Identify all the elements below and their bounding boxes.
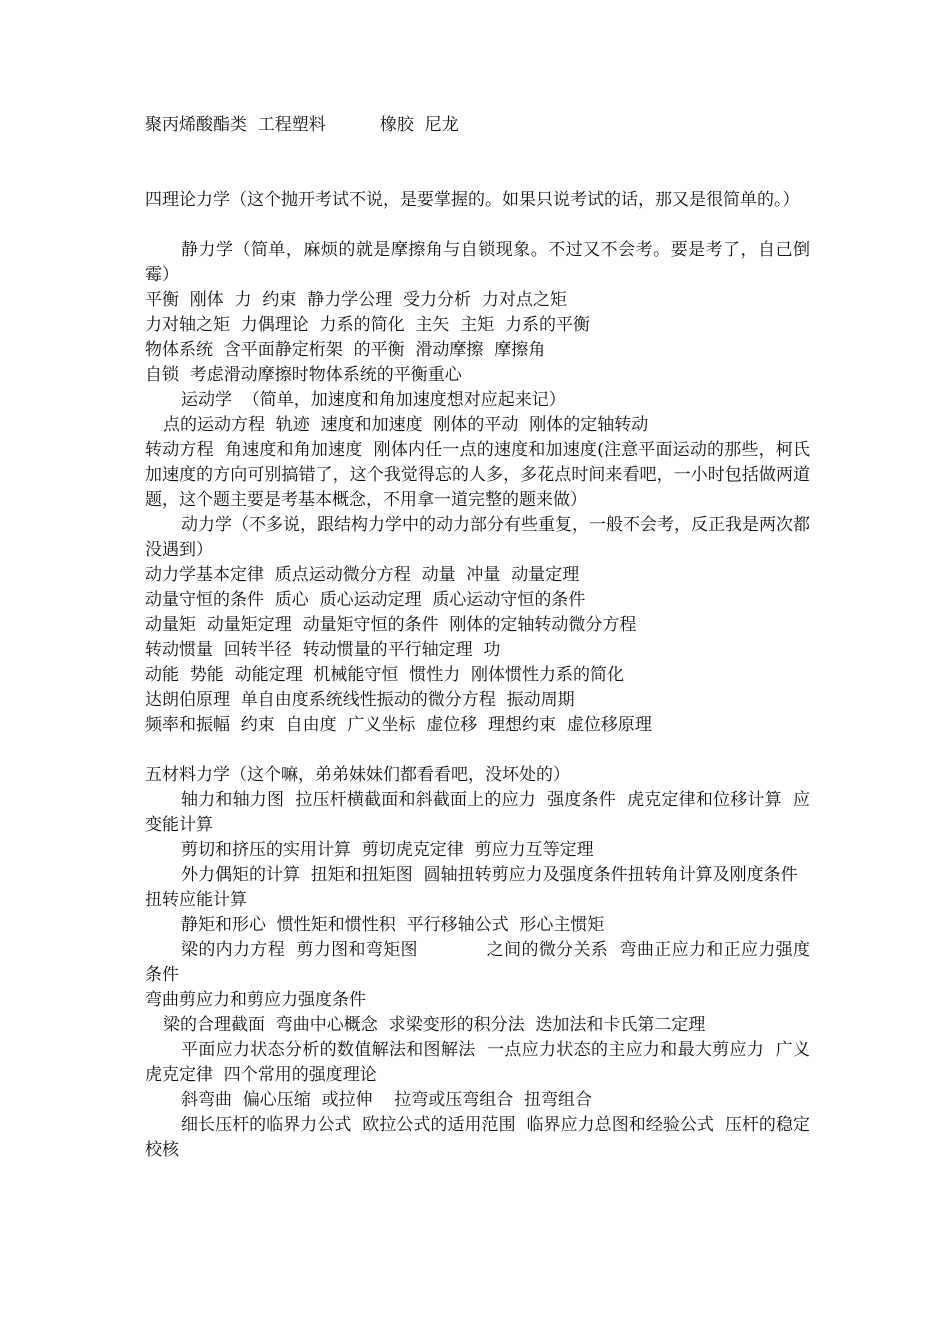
text-line: 点的运动方程 轨迹 速度和加速度 刚体的平动 刚体的定轴转动 [163,415,649,435]
text-line: 斜弯曲 偏心压缩 或拉伸 拉弯或压弯组合 扭弯组合 [181,1090,593,1110]
text-line: 自锁 考虑滑动摩擦时物体系统的平衡重心 [145,365,462,385]
subsection-heading-dynamics: 动力学（不多说，跟结构力学中的动力部分有些重复，一般不会考，反正我是两次都没遇到） [145,515,810,560]
section-heading-mechanics-of-materials: 五材料力学（这个嘛，弟弟妹妹们都看看吧，没坏处的） [145,765,570,785]
text-line: 剪切和挤压的实用计算 剪切虎克定律 剪应力互等定理 [181,840,594,860]
text-line: 频率和振幅 约束 自由度 广义坐标 虚位移 理想约束 虚位移原理 [145,715,652,735]
text-line: 静矩和形心 惯性矩和惯性积 平行移轴公式 形心主惯矩 [181,915,605,935]
text-line: 动量守恒的条件 质心 质心运动定理 质心运动守恒的条件 [145,590,586,610]
text-line: 物体系统 含平面静定桁架 的平衡 滑动摩擦 摩擦角 [145,340,546,360]
text-line: 轴力和轴力图 拉压杆横截面和斜截面上的应力 强度条件 虎克定律和位移计算 应变能计算 [145,790,810,835]
spacer [145,738,810,763]
subsection-heading-statics: 静力学（简单，麻烦的就是摩擦角与自锁现象。不过又不会考。要是考了，自己倒霉） [145,240,810,285]
text-line: 动量矩 动量矩定理 动量矩守恒的条件 刚体的定轴转动微分方程 [145,615,637,635]
subsection-heading-kinematics: 运动学 （简单，加速度和角加速度想对应起来记） [181,390,566,410]
text-line: 梁的合理截面 弯曲中心概念 求梁变形的积分法 迭加法和卡氏第二定理 [163,1015,706,1035]
text-line: 扭转应能计算 [145,890,247,910]
text-line: 力对轴之矩 力偶理论 力系的简化 主矢 主矩 力系的平衡 [145,315,591,335]
spacer [145,138,810,188]
document-body [145,113,810,1163]
text-line: 动力学基本定律 质点运动微分方程 动量 冲量 动量定理 [145,565,580,585]
text-line: 细长压杆的临界力公式 欧拉公式的适用范围 临界应力总图和经验公式 压杆的稳定校核 [145,1115,810,1160]
text-line: 聚丙烯酸酯类 工程塑料 橡胶 尼龙 [145,115,459,135]
text-line: 转动惯量 回转半径 转动惯量的平行轴定理 功 [145,640,501,660]
spacer [145,213,810,238]
text-line: 转动方程 角速度和角加速度 刚体内任一点的速度和加速度(注意平面运动的那些，柯氏加速度的方向可别搞错了，这个我觉得忘的人多，多花点时间来看吧，一小时包括做两道题，这个题主要是考基本概念，不用拿一道完整的题来做） [145,440,810,510]
text-line: 外力偶矩的计算 扭矩和扭矩图 圆轴扭转剪应力及强度条件扭转角计算及刚度条件 [181,865,798,885]
text-line: 达朗伯原理 单自由度系统线性振动的微分方程 振动周期 [145,690,575,710]
text-line: 弯曲剪应力和剪应力强度条件 [145,990,366,1010]
text-line: 梁的内力方程 剪力图和弯矩图 之间的微分关系 弯曲正应力和正应力强度条件 [145,940,810,985]
text-line: 平面应力状态分析的数值解法和图解法 一点应力状态的主应力和最大剪应力 广义虎克定律 四个常用的强度理论 [145,1040,810,1085]
text-line: 平衡 刚体 力 约束 静力学公理 受力分析 力对点之矩 [145,290,567,310]
text-line: 动能 势能 动能定理 机械能守恒 惯性力 刚体惯性力系的简化 [145,665,625,685]
section-heading-theoretical-mechanics: 四理论力学（这个抛开考试不说，是要掌握的。如果只说考试的话，那又是很简单的。） [145,190,800,210]
